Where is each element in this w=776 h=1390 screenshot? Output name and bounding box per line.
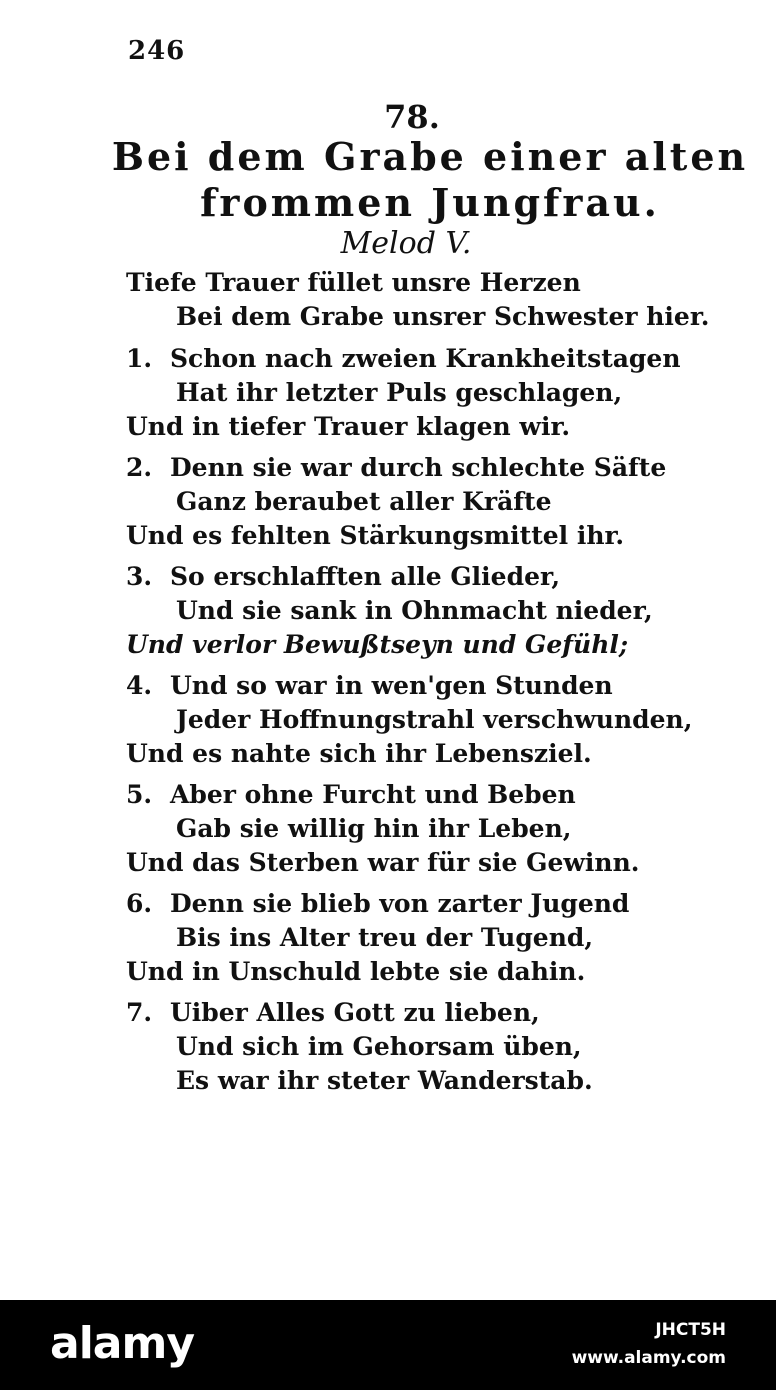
verse-line: Denn sie war durch schlechte Säfte	[170, 453, 667, 482]
verse-line: So erschlafften alle Glieder,	[170, 562, 561, 591]
refrain-line: Bei dem Grabe unsrer Schwester hier.	[176, 302, 710, 331]
stanza-number: 5.	[126, 780, 153, 809]
verse-line: Und sich im Gehorsam üben,	[176, 1032, 582, 1061]
stanza-1	[126, 342, 681, 444]
verse-line: Und das Sterben war für sie Gewinn.	[126, 848, 640, 877]
title-line-1: Bei dem Grabe einer alten	[111, 134, 749, 179]
verse-line: Schon nach zweien Krankheitstagen	[170, 344, 681, 373]
verse-line: Es war ihr steter Wanderstab.	[176, 1066, 593, 1095]
refrain-line: Tiefe Trauer füllet unsre Herzen	[126, 268, 581, 297]
hymn-number: 78.	[384, 98, 440, 136]
stanza-5	[126, 778, 639, 880]
verse-line: Hat ihr letzter Puls geschlagen,	[176, 378, 623, 407]
alamy-logo: alamy	[50, 1318, 194, 1369]
stanza-number: 4.	[126, 671, 153, 700]
page-number: 246	[128, 36, 186, 66]
verse-line: Jeder Hoffnungstrahl verschwunden,	[176, 705, 693, 734]
stanza-number: 1.	[126, 344, 153, 373]
watermark-footer	[0, 1300, 776, 1390]
verse-line: Ganz beraubet aller Kräfte	[176, 487, 552, 516]
stanza-3	[126, 560, 653, 662]
verse-line: Uiber Alles Gott zu lieben,	[170, 998, 540, 1027]
stanza-number: 3.	[126, 562, 153, 591]
stanza-number: 2.	[126, 453, 153, 482]
image-id: JHCT5H	[655, 1320, 726, 1340]
verse-line: Und in Unschuld lebte sie dahin.	[126, 957, 586, 986]
verse-line: Gab sie willig hin ihr Leben,	[176, 814, 572, 843]
stanza-number: 6.	[126, 889, 153, 918]
hymn-title	[100, 134, 760, 226]
verse-line: Und in tiefer Trauer klagen wir.	[126, 412, 571, 441]
melody-label: Melod V.	[340, 226, 472, 261]
verse-line: Und es nahte sich ihr Lebensziel.	[126, 739, 592, 768]
verse-line: Und so war in wen'gen Stunden	[170, 671, 613, 700]
stanza-4	[126, 669, 692, 771]
verse-line: Und sie sank in Ohnmacht nieder,	[176, 596, 653, 625]
refrain	[126, 266, 709, 334]
stanza-7	[126, 996, 593, 1098]
site-url: www.alamy.com	[571, 1348, 726, 1368]
stanza-2	[126, 451, 666, 553]
stanza-6	[126, 887, 629, 989]
verse-line: Bis ins Alter treu der Tugend,	[176, 923, 594, 952]
title-line-2: frommen Jungfrau.	[200, 180, 660, 225]
verse-line: Denn sie blieb von zarter Jugend	[170, 889, 630, 918]
verse-line: Und verlor Bewußtseyn und Gefühl;	[126, 630, 629, 659]
verse-line: Und es fehlten Stärkungsmittel ihr.	[126, 521, 625, 550]
stanza-number: 7.	[126, 998, 153, 1027]
verse-line: Aber ohne Furcht und Beben	[170, 780, 576, 809]
